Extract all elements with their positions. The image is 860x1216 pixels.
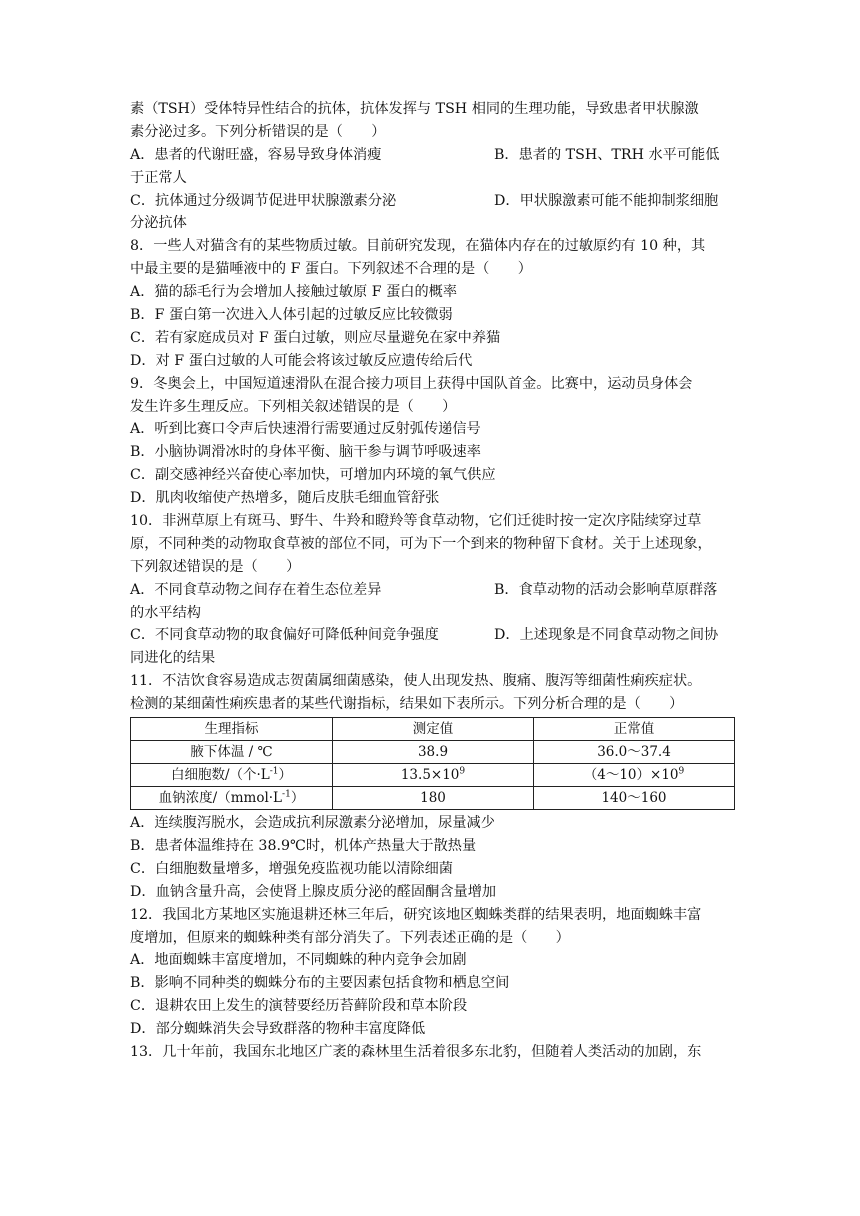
q7-option-b-wrap: 于正常人 bbox=[130, 169, 187, 186]
question-12-options bbox=[130, 949, 734, 1041]
q7-option-d[interactable]: D．甲状腺激素可能不能抑制浆细胞 bbox=[494, 192, 719, 209]
table-row bbox=[131, 764, 735, 787]
table-cell: 38.9 bbox=[333, 741, 534, 764]
q11-option-b[interactable]: B．患者体温维持在 38.9℃时，机体产热量大于散热量 bbox=[130, 837, 477, 854]
question-12-stem: 12．我国北方某地区实施退耕还林三年后，研究该地区蜘蛛类群的结果表明，地面蜘蛛丰富 度增加，但原来的蜘蛛种类有部分消失了。下列表述正确的是（ ） bbox=[130, 906, 702, 946]
q7-option-c[interactable]: C．抗体通过分级调节促进甲状腺激素分泌 bbox=[130, 192, 397, 209]
q7-option-b[interactable]: B．患者的 TSH、TRH 水平可能低 bbox=[494, 146, 720, 163]
table-cell: 腋下体温 / ℃ bbox=[131, 741, 333, 764]
question-10-options-ab bbox=[130, 579, 734, 602]
q9-option-d[interactable]: D．肌肉收缩使产热增多，随后皮肤毛细血管舒张 bbox=[130, 490, 440, 507]
table-cell: $13.5\times 10^9$ bbox=[333, 764, 534, 787]
q10-option-b[interactable]: B．食草动物的活动会影响草原群落 bbox=[494, 581, 718, 598]
table-cell: 血钠浓度$/(mmol\cdot L^{-1})$ bbox=[131, 787, 333, 810]
question-8-options bbox=[130, 281, 734, 373]
q12-option-c[interactable]: C．退耕农田上发生的演替要经历苔藓阶段和草本阶段 bbox=[130, 998, 468, 1015]
q10-option-d-wrap: 同进化的结果 bbox=[130, 650, 216, 667]
question-7-options-ab bbox=[130, 144, 734, 167]
q7-option-d-wrap: 分泌抗体 bbox=[130, 215, 187, 232]
table-cell: 180 bbox=[333, 787, 534, 810]
question-11-stem: 11．不洁饮食容易造成志贺菌属细菌感染，使人出现发热、腹痛、腹泻等细菌性痢疾症状。 检测的某细菌性痢疾患者的某些代谢指标，结果如下表所示。下列分析合理的是（ ） bbox=[130, 673, 702, 713]
table-cell: $(4\sim 10)\times 10^9$ bbox=[534, 764, 735, 787]
table-cell: 白细胞数/（个$\cdot L^{-1}$） bbox=[131, 764, 333, 787]
question-7-options-cd bbox=[130, 190, 734, 213]
question-10-stem: 10．非洲草原上有斑马、野牛、牛羚和瞪羚等食草动物，它们迁徙时按一定次序陆续穿过草 原，不同种类的动物取食草被的部位不同，可为下一个到来的物种留下食材。关于上述现象， 下列叙述错误的是（ ） bbox=[130, 513, 712, 575]
table-header: 测定值 bbox=[333, 718, 534, 741]
table-header-row bbox=[131, 718, 735, 741]
table-row bbox=[131, 787, 735, 810]
q7-option-a[interactable]: A．患者的代谢旺盛，容易导致身体消瘦 bbox=[130, 146, 382, 163]
q9-option-a[interactable]: A．听到比赛口令声后快速滑行需要通过反射弧传递信号 bbox=[130, 421, 481, 438]
q8-option-c[interactable]: C．若有家庭成员对 F 蛋白过敏，则应尽量避免在家中养猫 bbox=[130, 329, 501, 346]
question-11-options bbox=[130, 812, 734, 904]
q8-option-b[interactable]: B．F 蛋白第一次进入人体引起的过敏反应比较微弱 bbox=[130, 307, 453, 324]
q12-option-d[interactable]: D．部分蜘蛛消失会导致群落的物种丰富度降低 bbox=[130, 1021, 426, 1038]
q9-option-b[interactable]: B．小脑协调滑冰时的身体平衡、脑干参与调节呼吸速率 bbox=[130, 444, 481, 461]
q12-option-a[interactable]: A．地面蜘蛛丰富度增加，不同蜘蛛的种内竞争会加剧 bbox=[130, 952, 467, 969]
q11-option-c[interactable]: C．白细胞数量增多，增强免疫监视功能以清除细菌 bbox=[130, 860, 453, 877]
question-9-stem: 9．冬奥会上，中国短道速滑队在混合接力项目上获得中国队首金。比赛中，运动员身体会 发生许多生理反应。下列相关叙述错误的是（ ） bbox=[130, 375, 693, 415]
table-cell: 36.0～37.4 bbox=[534, 741, 735, 764]
q8-option-a[interactable]: A．猫的舔毛行为会增加人接触过敏原 F 蛋白的概率 bbox=[130, 284, 458, 301]
metabolic-index-table bbox=[130, 717, 735, 810]
q11-option-d[interactable]: D．血钠含量升高，会使肾上腺皮质分泌的醛固酮含量增加 bbox=[130, 883, 497, 900]
q10-option-c[interactable]: C．不同食草动物的取食偏好可降低种间竞争强度 bbox=[130, 627, 439, 644]
table-header: 正常值 bbox=[534, 718, 735, 741]
q10-option-d[interactable]: D．上述现象是不同食草动物之间协 bbox=[494, 627, 719, 644]
question-7-stem: 素（TSH）受体特异性结合的抗体，抗体发挥与 TSH 相同的生理功能，导致患者甲状腺激 素分泌过多。下列分析错误的是（ ） bbox=[130, 101, 699, 140]
q8-option-d[interactable]: D．对 F 蛋白过敏的人可能会将该过敏反应遗传给后代 bbox=[130, 352, 473, 369]
question-13-stem: 13．几十年前，我国东北地区广袤的森林里生活着很多东北豹，但随着人类活动的加剧，东 bbox=[130, 1043, 702, 1060]
table-cell: 140～160 bbox=[534, 787, 735, 810]
q12-option-b[interactable]: B．影响不同种类的蜘蛛分布的主要因素包括食物和栖息空间 bbox=[130, 975, 510, 992]
exam-page bbox=[130, 98, 734, 1064]
q11-option-a[interactable]: A．连续腹泻脱水，会造成抗利尿激素分泌增加，尿量减少 bbox=[130, 815, 495, 832]
q10-option-b-wrap: 的水平结构 bbox=[130, 604, 201, 621]
table-header: 生理指标 bbox=[131, 718, 333, 741]
q9-option-c[interactable]: C．副交感神经兴奋使心率加快，可增加内环境的氧气供应 bbox=[130, 467, 496, 484]
q10-option-a[interactable]: A．不同食草动物之间存在着生态位差异 bbox=[130, 581, 382, 598]
table-row bbox=[131, 741, 735, 764]
question-8-stem: 8．一些人对猫含有的某些物质过敏。目前研究发现，在猫体内存在的过敏原约有 10 种，其 中最主要的是猫唾液中的 F 蛋白。下列叙述不合理的是（ ） bbox=[130, 238, 706, 278]
question-9-options bbox=[130, 418, 734, 510]
question-10-options-cd bbox=[130, 624, 734, 647]
